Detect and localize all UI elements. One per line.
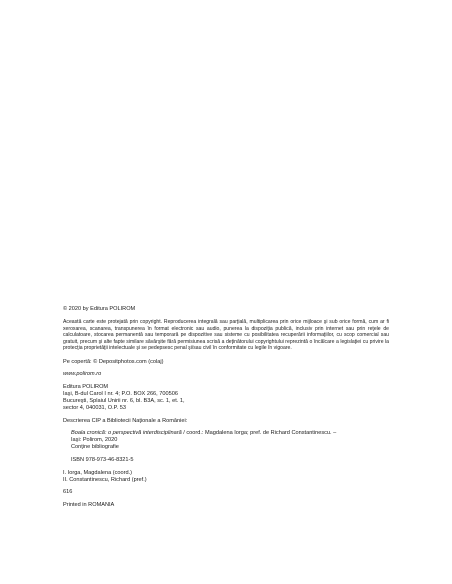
cip-entry [63,430,389,451]
cip-publication: Iaşi: Polirom, 2020 [71,437,118,444]
publisher-name: Editura POLIROM [63,383,109,390]
cover-credit: Pe copertă: © Depositphotos.com (colaj) [63,358,164,365]
isbn: ISBN 978-973-46-8321-5 [71,456,134,463]
classification-code: 616 [63,488,73,495]
address-iasi: Iaşi, B-dul Carol I nr. 4; P.O. BOX 266, 700506 [63,390,178,397]
publisher-address [63,384,389,412]
index-entry-editor: I. Iorga, Magdalena (coord.) [63,469,133,476]
copyright-page [63,306,389,509]
legal-notice: Această carte este protejată prin copyright. Reproducerea integrală sau parţială, multiplicarea prin orice mijloace şi sub orice formă, cum ar fi xeroxarea, scanarea, transpunerea în format electronic sau audio, punerea la dispoziţia publică, inclusiv prin internet sau prin reţele de calculatoare, stocarea permanentă sau temporară pe dispozitive sau sisteme cu posibilitatea recuperării informaţiilor, cu scop comercial sau gratuit, precum şi alte fapte similare săvârşite fără permisiunea scrisă a deţinătorului copyrightului reprezintă o încălcare a legislaţiei cu privire la protecţia proprietăţii intelectuale şi se pedepsesc penal şi/sau civil în conformitate cu legile în vigoare. [63,319,389,352]
printed-in: Printed in ROMANIA [63,501,115,508]
book-title: Boala cronică: o perspectivă interdisciplinară [71,430,182,437]
cip-note: Conţine bibliografie [71,444,119,451]
address-bucuresti: Bucureşti, Splaiul Unirii nr. 6, bl. B3A, sc. 1, et. 1, [63,397,185,404]
index-entries [63,470,389,484]
index-entry-preface: II. Constantinescu, Richard (pref.) [63,476,147,483]
cip-responsibility: / coord.: Magdalena Iorga; pref. de Richard Constantinescu. – [181,430,337,437]
cip-title-line [71,430,389,437]
publisher-website: www.polirom.ro [63,370,102,377]
cip-heading: Descrierea CIP a Bibliotecii Naţionale a României: [63,418,188,425]
address-sector: sector 4, 040031, O.P. 53 [63,405,127,412]
copyright-line: © 2020 by Editura POLIROM [63,306,136,312]
